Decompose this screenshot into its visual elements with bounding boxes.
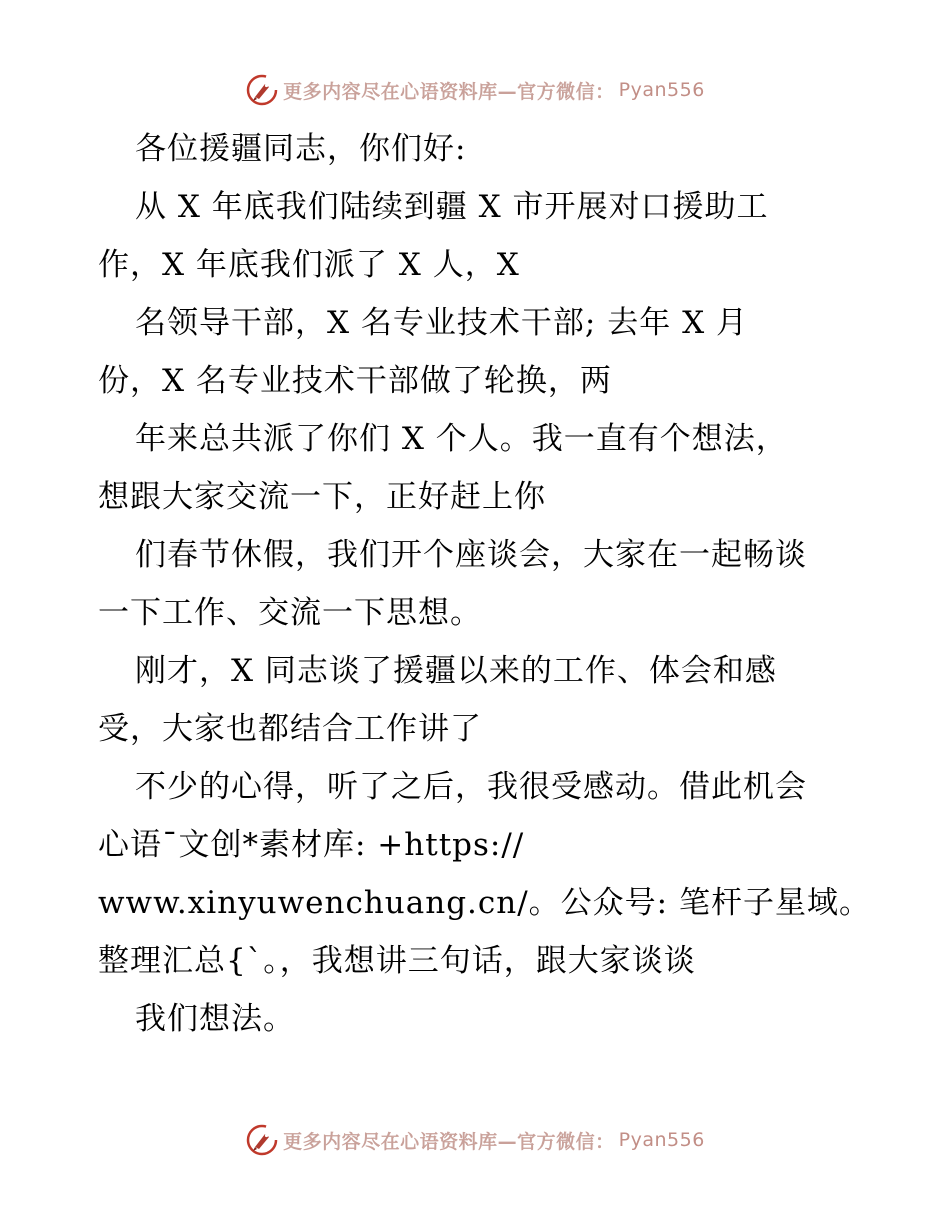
- paragraph-line: 年来总共派了你们 X 个人。我一直有个想法，: [135, 421, 788, 457]
- paragraph-line: 们春节休假，我们开个座谈会，大家在一起畅谈: [135, 537, 807, 573]
- paragraph-line: 从 X 年底我们陆续到疆 X 市开展对口援助工: [135, 189, 769, 225]
- footer-brand-text: 更多内容尽在心语资料库—官方微信：: [283, 1130, 615, 1153]
- pen-nib-logo-icon: [245, 1123, 279, 1157]
- paragraph-line: 我们想法。: [135, 1001, 295, 1037]
- document-body: [98, 120, 871, 1048]
- paragraph-line: 份，X 名专业技术干部做了轮换，两: [98, 363, 612, 399]
- paragraph-line: 不少的心得，听了之后，我很受感动。借此机会: [135, 769, 807, 805]
- page-footer: [0, 1120, 950, 1160]
- paragraph-line: 刚才，X 同志谈了援疆以来的工作、体会和感: [135, 653, 777, 689]
- footer-handle: Pyan556: [618, 1129, 705, 1151]
- paragraph-line: 心语¯文创*素材库: +https://: [98, 827, 525, 863]
- pen-nib-logo-icon: [245, 73, 279, 107]
- paragraph-line: 名领导干部，X 名专业技术干部; 去年 X 月: [135, 305, 748, 341]
- paragraph-line: 一下工作、交流一下思想。: [98, 595, 482, 631]
- header-brand: [245, 73, 705, 107]
- header-brand-text: 更多内容尽在心语资料库—官方微信：: [283, 80, 615, 103]
- page-header: [0, 70, 950, 110]
- footer-brand: [245, 1123, 705, 1157]
- paragraph-line: 受，大家也都结合工作讲了: [98, 711, 482, 747]
- paragraph-line: 整理汇总{`。，我想讲三句话，跟大家谈谈: [98, 943, 696, 979]
- paragraph-line: 作，X 年底我们派了 X 人，X: [98, 247, 520, 283]
- paragraph-line: 各位援疆同志，你们好:: [135, 131, 467, 167]
- paragraph-line: www.xinyuwenchuang.cn/。公众号: 笔杆子星域。: [98, 885, 871, 921]
- paragraph-line: 想跟大家交流一下，正好赶上你: [98, 479, 546, 515]
- header-handle: Pyan556: [618, 79, 705, 101]
